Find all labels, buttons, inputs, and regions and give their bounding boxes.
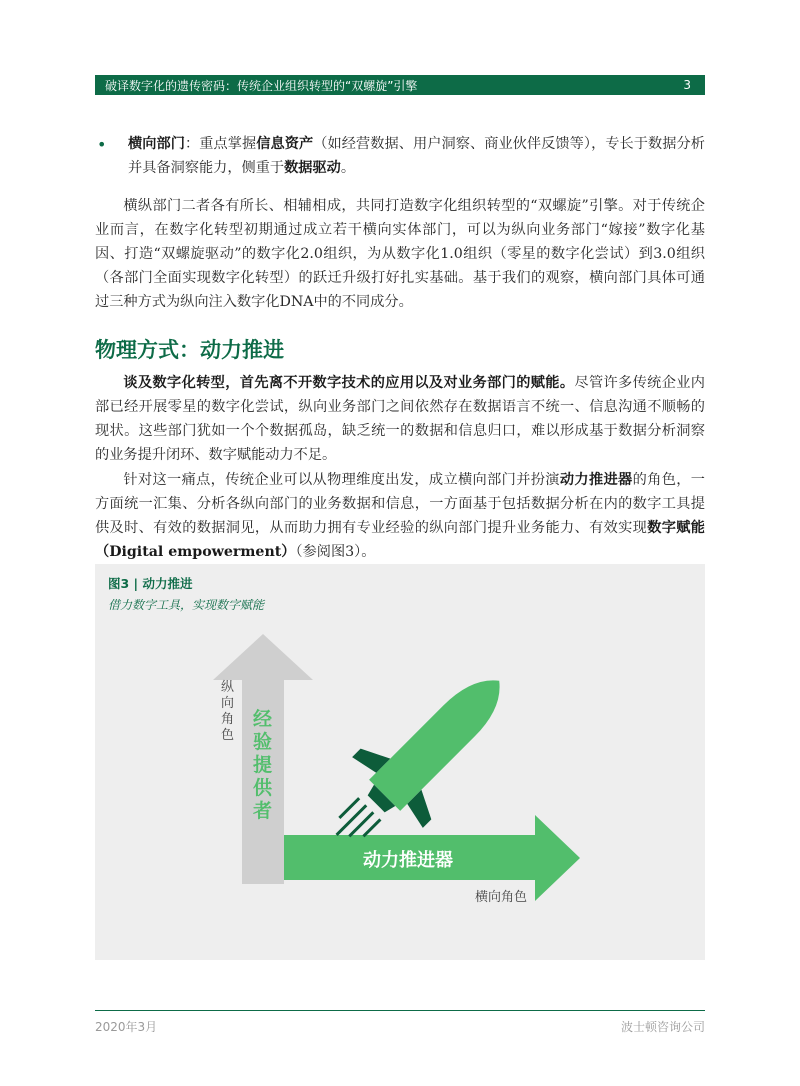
section-heading: 物理方式：动力推进 [95, 337, 284, 362]
paragraph-3-part-3: （参阅图3）。 [295, 544, 376, 560]
paragraph-3-wrapper [95, 468, 705, 564]
paragraph-2-lead: 谈及数字化转型，首先离不开数字技术的应用以及对业务部门的赋能。 [123, 375, 575, 391]
rocket-flame-2 [337, 805, 367, 835]
paragraph-3-part-2: 的角色，一方面统一汇集、分析各纵向部门的业务数据和信息，一方面基于包括数据分析在内的数字工具提供及时、有效的数据洞见，从而助力拥有专业经验的纵向部门提升业务能力、有效实现 [95, 472, 705, 536]
page-number: 3 [683, 78, 691, 92]
header-title: 破译数字化的遗传密码：传统企业组织转型的“双螺旋”引擎 [105, 78, 418, 93]
bullet-end: 。 [340, 160, 356, 176]
footer-date: 2020年3月 [95, 1020, 158, 1034]
horizontal-arrow-text: 动力推进器 [363, 850, 453, 871]
paragraph-2-rest: 尽管许多传统企业内部已经开展零星的数字化尝试，纵向业务部门之间依然存在数据语言不统一、信息沟通不顺畅的现状。这些部门犹如一个个数据孤岛，缺乏统一的数据和信息归口，难以形成基于数据分析洞察的业务提升闭环、数字赋能动力不足。 [95, 375, 705, 463]
paragraph-3-strong-2: 数字赋能（Digital empowerment） [95, 520, 705, 560]
figure-diagram [95, 564, 705, 960]
paragraph-2-wrapper [95, 371, 705, 467]
bullet-colon: ：重点掌握 [185, 136, 257, 152]
bullet-label: 横向部门 [128, 136, 185, 152]
bullet-item [95, 132, 705, 180]
bullet-strong-1: 信息资产 [256, 136, 314, 152]
figure-3 [95, 564, 705, 960]
paragraph-1: 横纵部门二者各有所长、相辅相成，共同打造数字化组织转型的“双螺旋”引擎。对于传统企业而言，在数字化转型初期通过成立若干横向实体部门，可以为纵向业务部门“嫁接”数字化基因、打造“双螺旋驱动”的数字化2.0组织，为从数字化1.0组织（零星的数字化尝试）到3.0组织（各部门全面实现数字化转型）的跃迁升级打好扎实基础。基于我们的观察，横向部门具体可通过三种方式为纵向注入数字化DNA中的不同成分。 [95, 198, 705, 310]
figure-title: 图3 | 动力推进 [108, 576, 193, 591]
paragraph-3-part-1: 针对这一痛点，传统企业可以从物理维度出发，成立横向部门并扮演 [123, 472, 560, 488]
footer-divider [95, 1010, 705, 1011]
paragraph-2 [95, 371, 705, 467]
bullet-text [128, 132, 705, 180]
header-bar [95, 75, 705, 95]
bullet-dot-icon: • [97, 135, 107, 154]
rocket-body [369, 665, 515, 811]
rocket-flame-4 [363, 819, 380, 836]
paragraph-1-wrapper [95, 194, 705, 314]
paragraph-3-strong-1: 动力推进器 [559, 472, 633, 488]
figure-subtitle: 借力数字工具，实现数字赋能 [108, 598, 265, 612]
horizontal-role-label: 横向角色 [475, 890, 528, 905]
vertical-role-label: 纵向角色 [221, 680, 235, 743]
bullet-text-1: （如经营数据、用户洞察、商业伙伴反馈等），专长于数据分析并具备洞察能力，侧重于 [128, 136, 705, 176]
paragraph-3 [95, 468, 705, 564]
footer-company: 波士顿咨询公司 [620, 1020, 705, 1034]
bullet-strong-2: 数据驱动 [284, 160, 341, 176]
vertical-arrow-text: 经验提供者 [253, 708, 273, 822]
rocket-flame-3 [349, 812, 373, 836]
